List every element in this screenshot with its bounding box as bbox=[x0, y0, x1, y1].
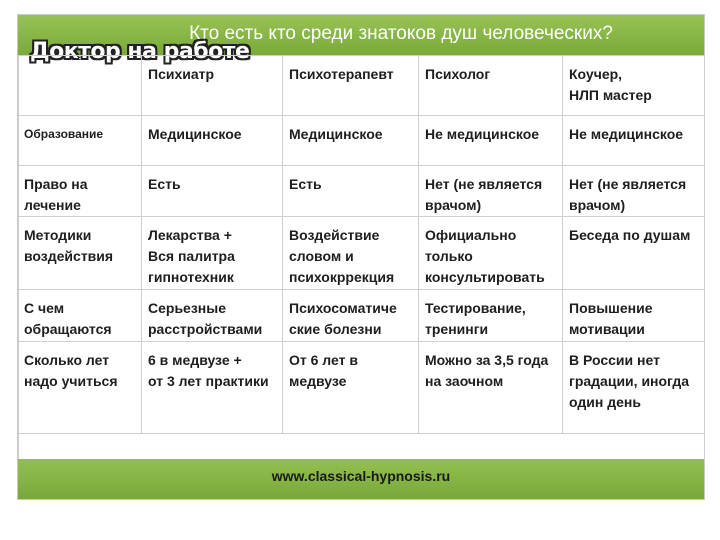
table-cell: Беседа по душам bbox=[563, 217, 705, 290]
table-cell: В России нет градации, иногда один день bbox=[563, 342, 705, 434]
table-cell: Можно за 3,5 года на заочном bbox=[419, 342, 563, 434]
empty-row bbox=[19, 434, 705, 460]
row-label: Образование bbox=[19, 116, 142, 166]
table-cell: Официально только консультировать bbox=[419, 217, 563, 290]
table-row bbox=[19, 342, 705, 434]
table-row bbox=[19, 116, 705, 166]
footer-url[interactable]: www.classical-hypnosis.ru bbox=[271, 468, 451, 484]
table-row bbox=[19, 217, 705, 290]
table-cell: От 6 лет в медвузе bbox=[283, 342, 419, 434]
header-cell-psychologist: Психолог bbox=[419, 56, 563, 116]
header-row bbox=[19, 56, 705, 116]
slide-title: Кто есть кто среди знатоков душ человеческих? bbox=[189, 23, 613, 44]
header-cell-psychotherapist: Психотерапевт bbox=[283, 56, 419, 116]
row-label: С чем обращаются bbox=[19, 290, 142, 342]
empty-cell bbox=[19, 434, 705, 460]
footer-bar bbox=[18, 459, 704, 499]
table-cell: Воздействие словом и психокррекция bbox=[283, 217, 419, 290]
table-row bbox=[19, 290, 705, 342]
header-cell-empty bbox=[19, 56, 142, 116]
row-label: Методики воздействия bbox=[19, 217, 142, 290]
table-cell: Не медицинское bbox=[563, 116, 705, 166]
comparison-table bbox=[18, 55, 705, 460]
table-cell: Тестирование, тренинги bbox=[419, 290, 563, 342]
table-cell: Серьезные расстройствами bbox=[142, 290, 283, 342]
table-row bbox=[19, 166, 705, 217]
table-cell: Медицинское bbox=[142, 116, 283, 166]
table-cell: Повышение мотивации bbox=[563, 290, 705, 342]
table-cell: Психосоматиче ские болезни bbox=[283, 290, 419, 342]
table-cell: Лекарства + Вся палитра гипнотехник bbox=[142, 217, 283, 290]
table-cell: Нет (не является врачом) bbox=[563, 166, 705, 217]
row-label: Право на лечение bbox=[19, 166, 142, 217]
table-cell: Медицинское bbox=[283, 116, 419, 166]
row-label: Сколько лет надо учиться bbox=[19, 342, 142, 434]
slide bbox=[17, 14, 705, 500]
header-cell-coach: Коучер, НЛП мастер bbox=[563, 56, 705, 116]
table-cell: 6 в медвузе + от 3 лет практики bbox=[142, 342, 283, 434]
header-cell-psychiatrist: Психиатр bbox=[142, 56, 283, 116]
table-cell: Есть bbox=[142, 166, 283, 217]
table-cell: Есть bbox=[283, 166, 419, 217]
table-cell: Не медицинское bbox=[419, 116, 563, 166]
logo: Доктор на работе bbox=[30, 39, 250, 64]
table-cell: Нет (не является врачом) bbox=[419, 166, 563, 217]
